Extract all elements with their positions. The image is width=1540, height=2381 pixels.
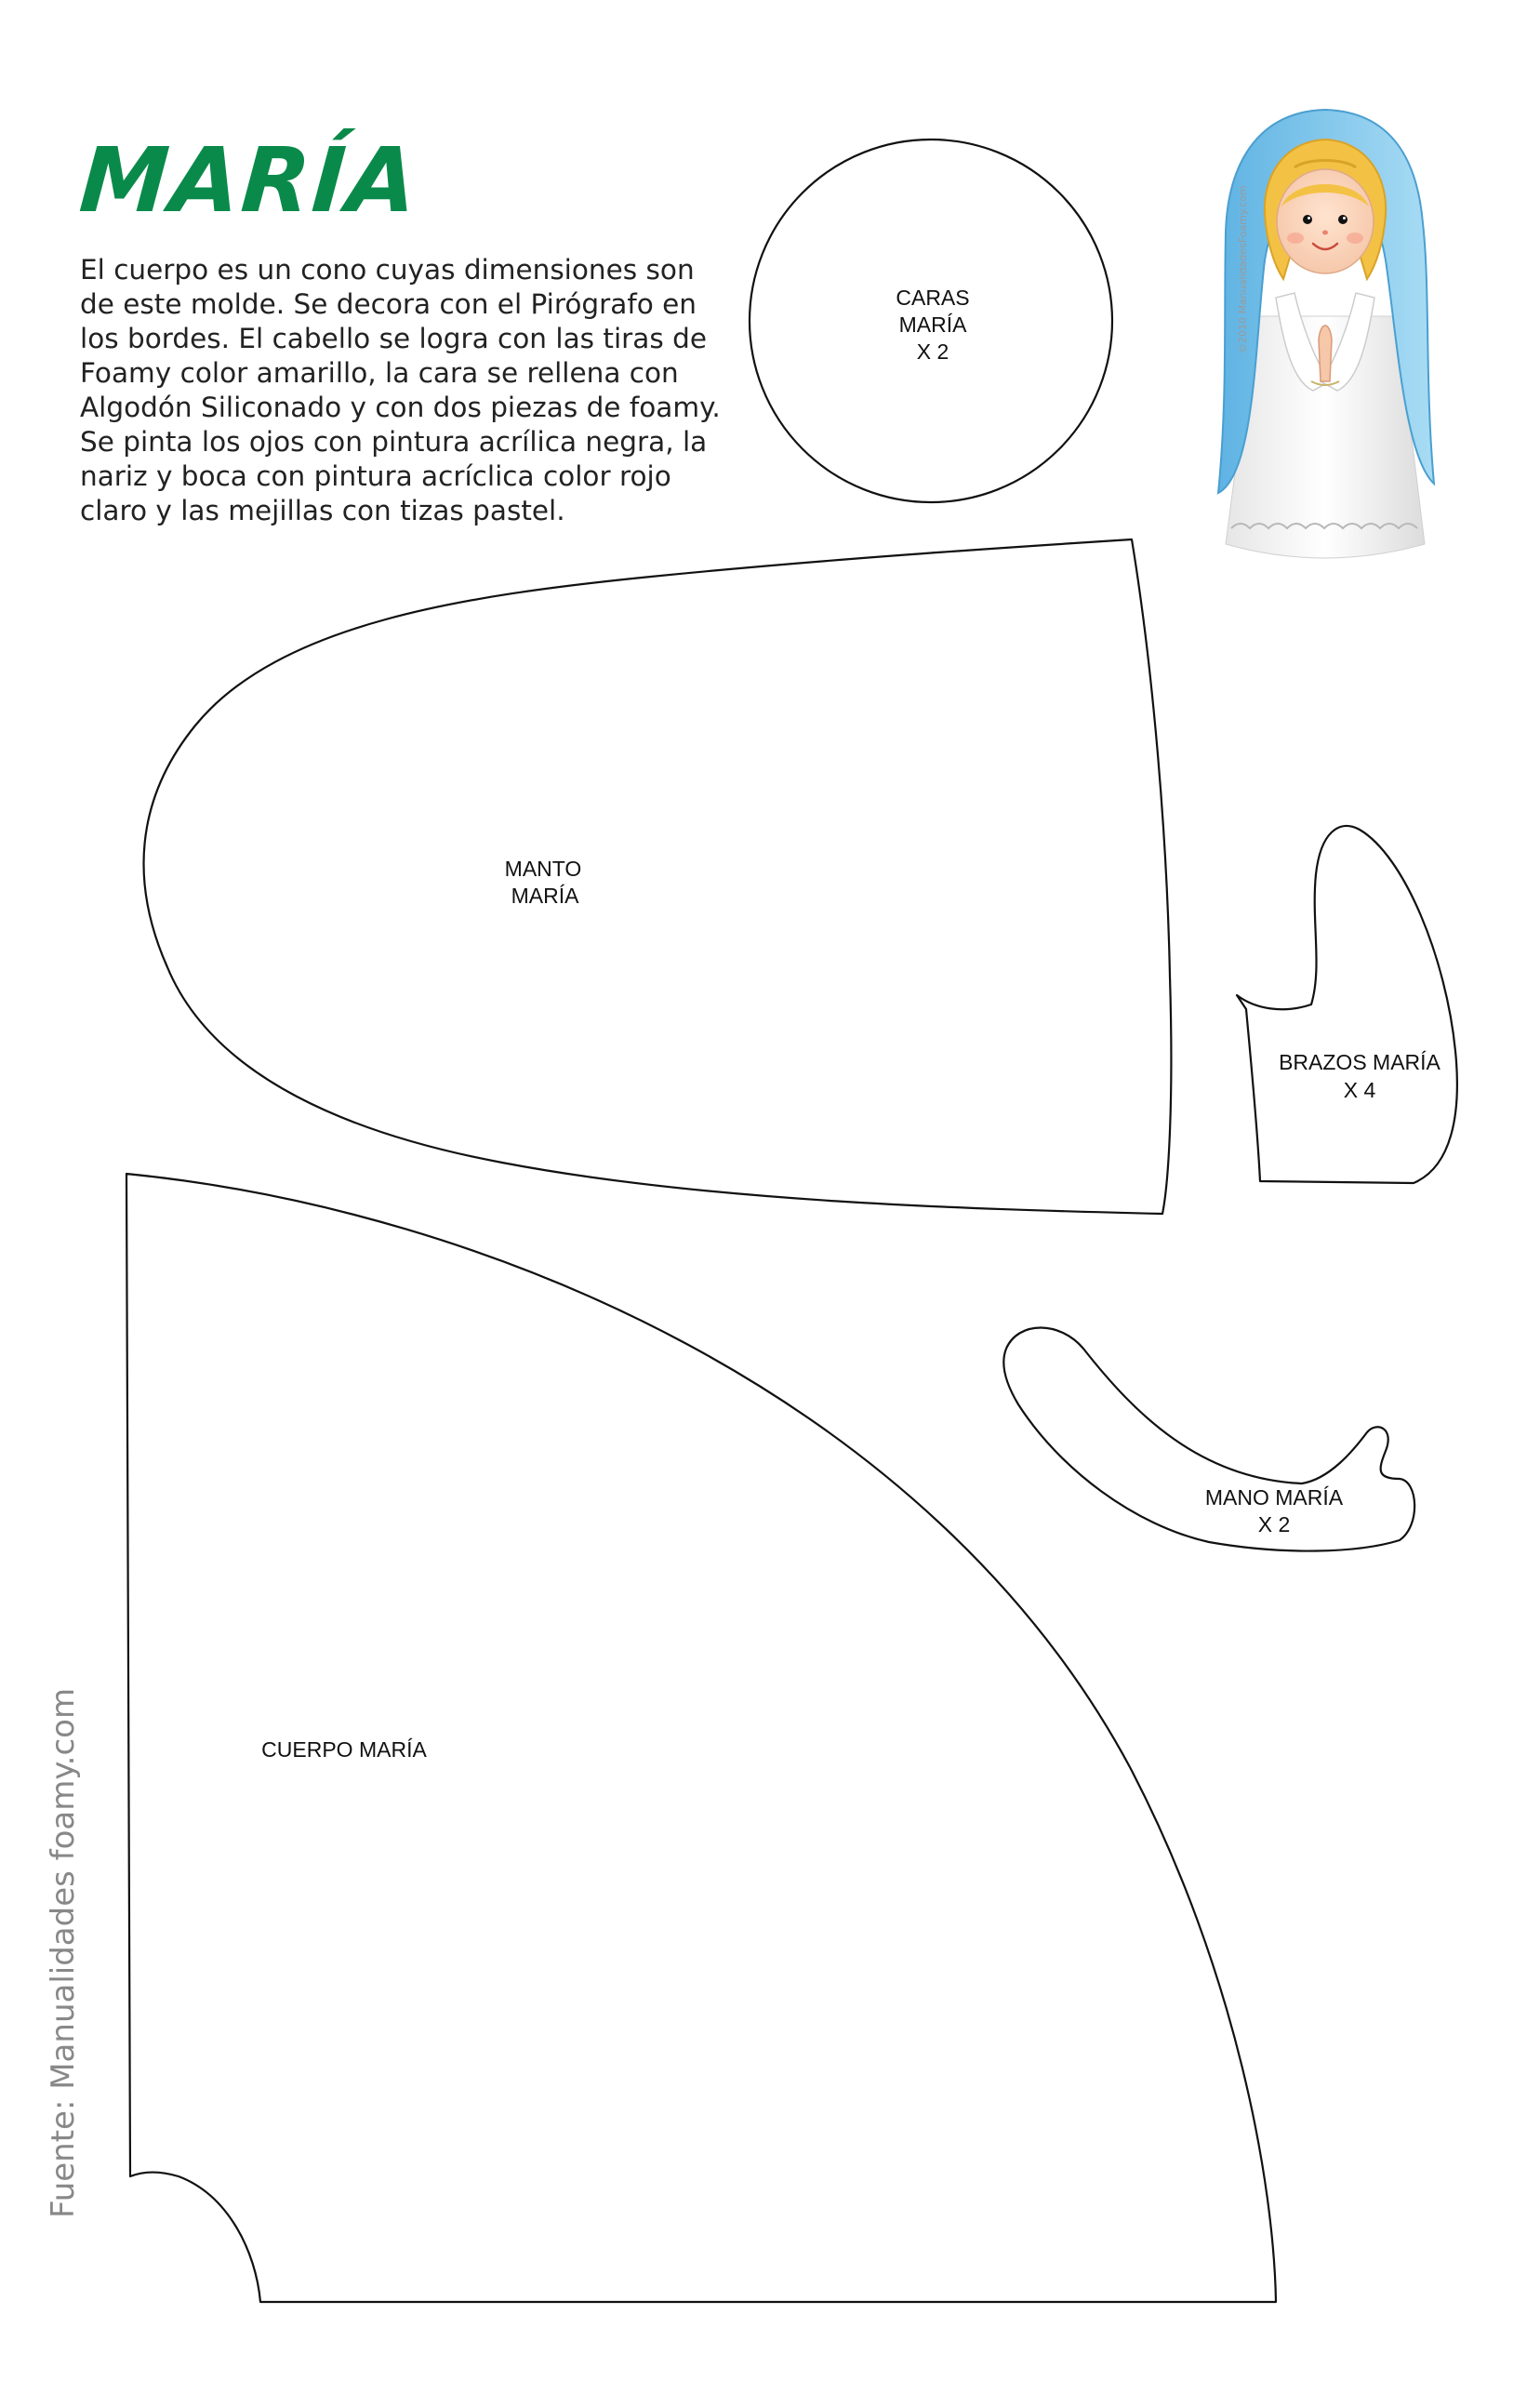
photo-watermark: ©2010 ManualidadesFoamy.com [1237, 185, 1249, 353]
mantle-piece-outline [144, 539, 1172, 1214]
face-label-3: X 2 [916, 339, 949, 364]
arms-label-2: X 4 [1343, 1078, 1376, 1102]
hand-label-2: X 2 [1257, 1512, 1291, 1536]
arms-label-1: BRAZOS MARÍA [1279, 1050, 1440, 1074]
body-label: CUERPO MARÍA [261, 1737, 427, 1762]
instructions-text: El cuerpo es un cono cuyas dimensiones son de este molde. Se decora con el Pirógrafo en los bordes. El cabello se logra con las tiras de Foamy color amarillo, la cara se rellena con Algodón Siliconado y con dos piezas de foamy. Se pinta los ojos con pintura acrílica negra, la nariz y boca con pintura acríclica color rojo claro y las mejillas con tizas pastel. [80, 254, 721, 526]
hand-label-1: MANO MARÍA [1204, 1485, 1344, 1510]
face-label-2: MARÍA [898, 313, 967, 337]
page-title: MARÍA [76, 128, 422, 233]
hand-piece-outline [1003, 1328, 1414, 1551]
face-label-1: CARAS [896, 286, 970, 310]
arms-piece-outline [1237, 826, 1457, 1183]
source-credit: Fuente: Manualidades foamy.com [45, 1687, 82, 2218]
mantle-label-2: MARÍA [511, 884, 579, 908]
mantle-label-1: MANTO [504, 857, 582, 881]
